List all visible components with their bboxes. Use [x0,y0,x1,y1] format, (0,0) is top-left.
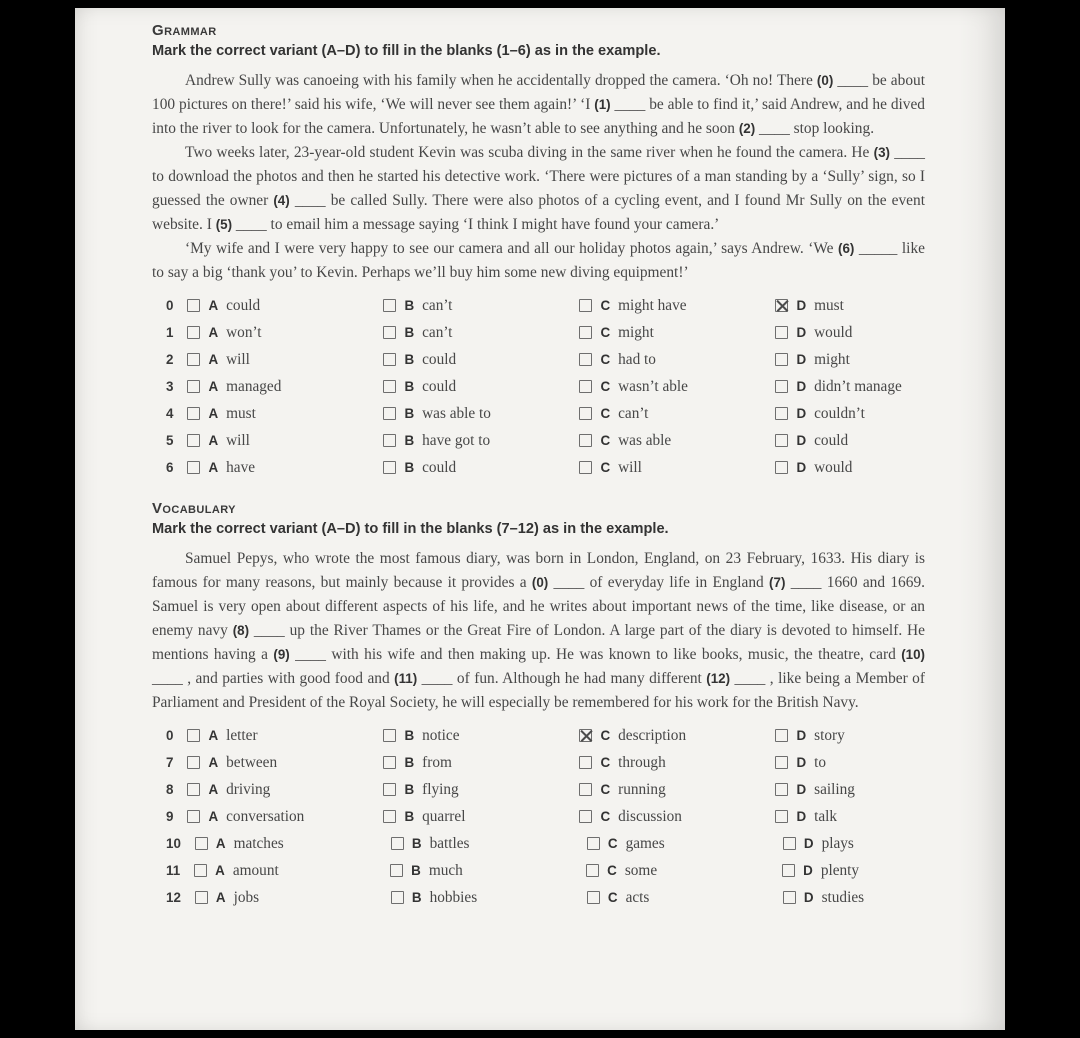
checkbox-icon[interactable] [187,434,200,447]
checkbox-icon[interactable] [390,864,403,877]
checkbox-icon[interactable] [586,864,599,877]
answer-option-b [383,781,565,799]
checkbox-icon[interactable] [383,756,396,769]
answer-option-a [194,862,376,880]
answer-row-4 [166,400,925,427]
answer-option-d [775,324,957,342]
checkbox-icon[interactable] [187,461,200,474]
option-letter: D [803,863,813,878]
option-letter: B [404,352,415,367]
answer-row-10 [166,830,925,857]
checkbox-checked-icon[interactable] [579,729,592,742]
answer-option-b [383,405,565,423]
blank-number: (11) [394,671,418,686]
checkbox-icon[interactable] [383,783,396,796]
checkbox-icon[interactable] [187,353,200,366]
checkbox-icon[interactable] [195,891,208,904]
answer-option-c [587,835,769,853]
vocabulary-passage [152,547,925,715]
checkbox-icon[interactable] [383,434,396,447]
blank-number: (6) [838,241,855,256]
passage-paragraph: Samuel Pepys, who wrote the most famous diary, was born in London, England, on 23 February, 1633. His diary is famous for many reasons, but mainly because it provides a (0) ____ of everyday life in England (7) ____ 1660 and 1669. Samuel is very open about different aspects of his life, and he writes about important news of the time, like disease, or an enemy navy (8) ____ up the River Thames or the Great Fire of London. A large part of the diary is devoted to himself. He mentions having a (9) ____ with his wife and then making up. He was known to like books, music, the theatre, card (10) ____ , and parties with good food and (11) ____ of fun. Although he had many different (12) ____ , like being a Member of Parliament and President of the Royal Society, he will especially be remembered for his work for the British Navy. [152,550,926,711]
option-letter: B [404,782,415,797]
answer-option-c [586,862,768,880]
answer-option-c [587,889,769,907]
answer-option-a [187,781,369,799]
option-label: had to [618,350,656,368]
answer-row-9 [166,803,925,830]
option-label: discussion [618,807,682,825]
option-label: could [422,377,457,395]
checkbox-icon[interactable] [579,434,592,447]
checkbox-icon[interactable] [579,326,592,339]
checkbox-icon[interactable] [579,353,592,366]
answer-option-b [391,835,573,853]
answer-option-d [775,405,957,423]
checkbox-icon[interactable] [587,891,600,904]
option-label: through [618,753,666,771]
option-label: battles [429,834,470,852]
row-number: 1 [166,325,174,340]
checkbox-icon[interactable] [579,299,592,312]
blank-number: (9) [273,647,290,662]
row-number: 9 [166,809,174,824]
option-label: could [226,296,261,314]
answer-option-c [579,727,761,745]
option-label: might [814,350,850,368]
row-number: 0 [166,298,174,313]
blank-number: (4) [273,193,290,208]
answer-option-c [579,324,761,342]
blank-number: (8) [232,623,250,638]
option-label: will [226,350,250,368]
option-letter: C [607,890,618,905]
answer-row-0 [166,722,925,749]
answer-option-d [783,835,965,853]
checkbox-icon[interactable] [383,380,396,393]
checkbox-icon[interactable] [783,891,796,904]
option-letter: D [796,433,807,448]
answer-row-12 [166,884,925,911]
checkbox-icon[interactable] [187,299,200,312]
option-label: running [618,780,666,798]
grammar-instruction: Mark the correct variant (A–D) to fill in the blanks (1–6) as in the example. [152,43,661,59]
row-number: 8 [166,782,174,797]
row-number: 10 [166,836,181,851]
checkbox-icon[interactable] [187,810,200,823]
option-letter: D [796,325,807,340]
checkbox-icon[interactable] [775,783,788,796]
option-letter: D [796,782,807,797]
checkbox-icon[interactable] [579,810,592,823]
option-label: can’t [422,296,453,314]
checkbox-icon[interactable] [587,837,600,850]
option-letter: C [600,728,611,743]
option-label: from [422,753,452,771]
option-letter: A [208,809,219,824]
blank-number: (10) [901,647,926,662]
answer-row-6 [166,454,925,481]
option-letter: A [208,298,219,313]
answer-option-a [195,835,377,853]
option-label: acts [625,888,650,906]
option-letter: C [600,406,611,421]
option-letter: C [607,836,618,851]
option-letter: C [600,809,611,824]
option-letter: B [404,298,415,313]
option-label: have [226,458,256,476]
option-letter: A [208,433,219,448]
blank-number: (5) [215,217,233,232]
option-letter: C [600,325,611,340]
answer-row-2 [166,346,925,373]
row-number: 2 [166,352,174,367]
scanned-test-page [75,8,1005,1030]
option-letter: B [404,809,415,824]
option-letter: C [600,433,611,448]
answer-row-8 [166,776,925,803]
checkbox-icon[interactable] [775,756,788,769]
option-label: could [814,431,849,449]
option-letter: B [404,406,415,421]
answer-option-a [187,297,369,315]
option-letter: B [404,325,415,340]
option-letter: C [600,352,611,367]
answer-option-d [775,297,957,315]
blank-number: (3) [873,145,890,160]
answer-option-b [383,754,565,772]
option-letter: D [796,379,807,394]
option-letter: C [600,298,611,313]
option-label: can’t [618,404,649,422]
option-letter: B [404,379,415,394]
option-letter: B [404,433,415,448]
checkbox-icon[interactable] [579,407,592,420]
checkbox-icon[interactable] [383,461,396,474]
grammar-section [152,22,925,481]
option-letter: A [208,460,219,475]
answer-option-d [775,432,957,450]
answer-option-d [775,781,957,799]
answer-option-a [187,405,369,423]
passage-paragraph: ‘My wife and I were very happy to see our camera and all our holiday photos again,’ says Andrew. ‘We (6) _____ like to say a big ‘thank you’ to Kevin. Perhaps we’ll buy him some new diving equipment!’ [152,240,925,281]
blank-number: (2) [738,121,756,136]
checkbox-icon[interactable] [775,326,788,339]
option-label: could [422,458,457,476]
option-letter: B [404,728,415,743]
option-letter: D [796,406,807,421]
option-label: much [428,861,463,879]
option-letter: A [215,863,225,878]
checkbox-icon[interactable] [195,837,208,850]
checkbox-icon[interactable] [775,729,788,742]
option-label: conversation [226,807,305,825]
option-letter: B [404,460,415,475]
option-label: sailing [814,780,855,798]
option-letter: D [803,836,814,851]
passage-paragraph: Two weeks later, 23-year-old student Kevin was scuba diving in the same river when he found the camera. He (3) ____ to download the photos and then he started his detective work. ‘There were pictures of a man standing by a ‘Sully’ sign, so I guessed the owner (4) ____ be called Sully. There were also photos of a cycling event, and I found Mr Sully on the event website. I (5) ____ to email him a message saying ‘I think I might have found your camera.’ [152,144,925,233]
option-letter: A [215,836,226,851]
option-label: wasn’t able [618,377,688,395]
answer-option-b [383,808,565,826]
vocabulary-section [152,500,925,911]
grammar-answer-grid [166,292,925,481]
checkbox-icon[interactable] [391,837,404,850]
option-label: would [814,323,853,341]
checkbox-icon[interactable] [187,729,200,742]
option-label: can’t [422,323,453,341]
answer-option-c [579,297,761,315]
answer-option-d [783,889,965,907]
answer-option-b [383,378,565,396]
answer-option-d [775,459,957,477]
checkbox-checked-icon[interactable] [775,299,788,312]
checkbox-icon[interactable] [187,380,200,393]
option-label: will [226,431,250,449]
answer-option-c [579,351,761,369]
option-label: matches [233,834,284,852]
vocabulary-instruction: Mark the correct variant (A–D) to fill in the blanks (7–12) as in the example. [152,521,669,537]
option-label: description [618,726,687,744]
checkbox-icon[interactable] [579,461,592,474]
answer-row-5 [166,427,925,454]
option-letter: A [208,782,219,797]
option-letter: C [600,755,611,770]
checkbox-icon[interactable] [775,380,788,393]
option-letter: D [796,352,807,367]
answer-option-c [579,754,761,772]
option-label: didn’t manage [814,377,902,395]
grammar-passage [152,69,925,285]
answer-row-7 [166,749,925,776]
checkbox-icon[interactable] [775,353,788,366]
row-number: 0 [166,728,174,743]
answer-option-b [383,324,565,342]
answer-option-b [390,862,572,880]
checkbox-icon[interactable] [579,756,592,769]
option-label: managed [226,377,282,395]
answer-option-d [775,754,957,772]
option-letter: A [208,728,219,743]
option-label: will [618,458,642,476]
option-letter: D [796,298,807,313]
checkbox-icon[interactable] [383,326,396,339]
answer-row-3 [166,373,925,400]
option-label: plenty [820,861,860,879]
option-label: could [422,350,457,368]
answer-option-b [383,297,565,315]
option-letter: B [411,836,422,851]
checkbox-icon[interactable] [775,434,788,447]
row-number: 6 [166,460,174,475]
checkbox-icon[interactable] [383,810,396,823]
option-label: hobbies [429,888,478,906]
option-label: won’t [226,323,262,341]
row-number: 4 [166,406,174,421]
row-number: 3 [166,379,174,394]
answer-option-a [187,754,369,772]
answer-option-a [187,808,369,826]
checkbox-icon[interactable] [782,864,795,877]
option-label: to [814,753,827,771]
option-letter: B [411,863,421,878]
answer-option-c [579,781,761,799]
option-label: must [814,296,844,314]
option-label: flying [422,780,459,798]
answer-option-d [775,378,957,396]
checkbox-icon[interactable] [775,810,788,823]
option-label: was able to [422,404,491,422]
checkbox-icon[interactable] [383,299,396,312]
answer-option-c [579,378,761,396]
option-label: would [814,458,853,476]
answer-option-a [187,459,369,477]
option-label: studies [821,888,865,906]
option-label: jobs [233,888,260,906]
option-letter: D [796,728,807,743]
option-label: might have [618,296,687,314]
option-label: letter [226,726,258,744]
option-letter: A [215,890,226,905]
blank-number: (7) [769,575,786,590]
answer-option-a [187,378,369,396]
answer-option-a [187,351,369,369]
answer-option-b [383,727,565,745]
option-label: must [226,404,256,422]
answer-option-a [187,432,369,450]
checkbox-icon[interactable] [775,407,788,420]
answer-option-a [187,727,369,745]
option-label: story [814,726,845,744]
option-label: amount [232,861,279,879]
answer-option-a [195,889,377,907]
checkbox-icon[interactable] [383,729,396,742]
checkbox-icon[interactable] [391,891,404,904]
checkbox-icon[interactable] [579,783,592,796]
checkbox-icon[interactable] [194,864,207,877]
answer-option-b [383,432,565,450]
option-letter: C [600,782,611,797]
answer-option-c [579,459,761,477]
option-label: plays [821,834,854,852]
answer-row-11 [166,857,925,884]
passage-paragraph: Andrew Sully was canoeing with his family when he accidentally dropped the camera. ‘Oh no! There (0) ____ be about 100 pictures on there!’ said his wife, ‘We will never see them again!’ ‘I (1) ____ be able to find it,’ said Andrew, and he dived into the river to look for the camera. Unfortunately, he wasn’t able to see anything and he soon (2) ____ stop looking. [152,72,926,137]
row-number: 11 [166,863,181,878]
option-label: couldn’t [814,404,865,422]
blank-number: (0) [816,73,834,88]
answer-option-b [383,459,565,477]
option-letter: B [404,755,415,770]
answer-option-c [579,432,761,450]
option-letter: A [208,379,219,394]
checkbox-icon[interactable] [783,837,796,850]
checkbox-icon[interactable] [775,461,788,474]
answer-row-0 [166,292,925,319]
option-letter: A [208,352,219,367]
answer-option-d [782,862,964,880]
option-letter: A [208,325,219,340]
answer-option-d [775,727,957,745]
blank-number: (0) [531,575,549,590]
option-letter: D [796,755,807,770]
option-label: between [226,753,278,771]
checkbox-icon[interactable] [187,407,200,420]
row-number: 5 [166,433,174,448]
row-number: 12 [166,890,181,905]
answer-row-1 [166,319,925,346]
checkbox-icon[interactable] [579,380,592,393]
answer-option-a [187,324,369,342]
checkbox-icon[interactable] [187,783,200,796]
option-letter: D [796,460,807,475]
row-number: 7 [166,755,174,770]
checkbox-icon[interactable] [187,326,200,339]
answer-option-d [775,351,957,369]
blank-number: (1) [594,97,611,112]
option-label: talk [814,807,838,825]
option-label: quarrel [422,807,466,825]
blank-number: (12) [706,671,731,686]
answer-option-d [775,808,957,826]
option-label: was able [618,431,672,449]
option-letter: D [796,809,807,824]
option-label: driving [226,780,271,798]
option-letter: C [607,863,617,878]
vocabulary-section-heading: Vocabulary [152,500,236,517]
vocabulary-answer-grid [166,722,925,911]
checkbox-icon[interactable] [383,407,396,420]
answer-option-b [391,889,573,907]
grammar-section-heading: Grammar [152,22,217,39]
option-letter: C [600,460,611,475]
answer-option-b [383,351,565,369]
option-letter: A [208,406,219,421]
option-label: have got to [422,431,491,449]
option-label: games [625,834,665,852]
option-letter: D [803,890,814,905]
option-label: some [624,861,658,879]
answer-option-c [579,405,761,423]
checkbox-icon[interactable] [383,353,396,366]
option-letter: A [208,755,219,770]
option-label: notice [422,726,460,744]
checkbox-icon[interactable] [187,756,200,769]
option-letter: C [600,379,611,394]
option-letter: B [411,890,422,905]
option-label: might [618,323,654,341]
answer-option-c [579,808,761,826]
